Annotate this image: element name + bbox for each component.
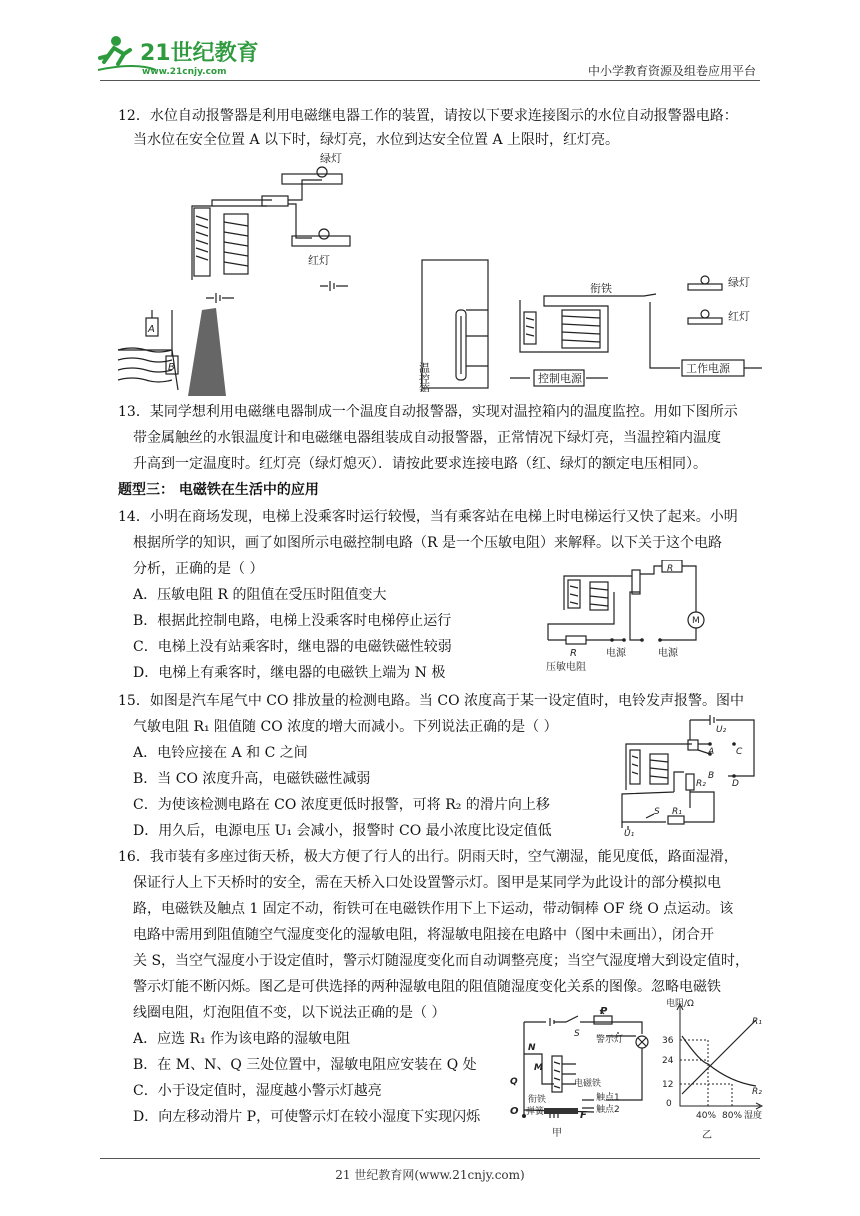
q16-line7: 线圈电阻，灯泡阻值不变，以下说法正确的是（ ） <box>133 1005 446 1021</box>
q16a-q-label: Q <box>510 1077 518 1087</box>
q15-option-c: C．为使该检测电路在 CO 浓度更低时报警，可将 R₂ 的滑片向上移 <box>133 797 550 813</box>
q16b-r2-label: R₂ <box>752 1087 762 1097</box>
q12-line2: 当水位在安全位置 A 以下时，绿灯亮，水位到达安全位置 A 上限时，红灯亮。 <box>133 132 620 148</box>
q16a-n-label: N <box>528 1043 536 1053</box>
q14-option-a: A．压敏电阻 R 的阻值在受压时阻值变大 <box>133 587 387 603</box>
footer-link[interactable]: 21 世纪教育网(www.21cnjy.com) <box>335 1168 525 1182</box>
q12-figure <box>112 150 362 404</box>
header-divider <box>100 80 760 81</box>
q15-s-label: S <box>654 807 660 817</box>
q13-line2: 带金属触丝的水银温度计和电磁继电器组装成自动报警器，正常情况下绿灯亮，当温控箱内温度 <box>133 430 721 446</box>
q14-source1: 电源 <box>606 648 626 659</box>
q16b-xlabel: 湿度 <box>744 1111 763 1121</box>
q12-line1: 12．水位自动报警器是利用电磁继电器工作的装置，请按以下要求连接图示的水位自动报警器电路： <box>118 108 738 124</box>
q14-option-b: B．根据此控制电路，电梯上没乘客时电梯停止运行 <box>133 613 452 629</box>
q16b-y12: 12 <box>662 1080 674 1090</box>
q16-option-a: A．应选 R₁ 作为该电路的湿敏电阻 <box>133 1031 351 1047</box>
q16-line6: 警示灯能不断闪烁。图乙是可供选择的两种湿敏电阻的阻值随湿度变化关系的图像。忽略电磁铁 <box>133 979 721 995</box>
q16-option-c: C．小于设定值时，湿度越小警示灯越亮 <box>133 1083 382 1099</box>
q16a-f-label: F <box>580 1110 587 1121</box>
q16a-coil-label: 电磁铁 <box>574 1079 602 1089</box>
q16-option-b: B．在 M、N、Q 三处位置中，湿敏电阻应安装在 Q 处 <box>133 1057 477 1073</box>
q13-box-label: 温控箱 <box>418 362 431 392</box>
q16a-m-label: M <box>534 1063 543 1073</box>
q16-option-d: D．向左移动滑片 P，可使警示灯在较小湿度下实现闪烁 <box>133 1109 481 1125</box>
q15-option-d: D．用久后，电源电压 U₁ 会减小，报警时 CO 最小浓度比设定值低 <box>133 823 552 839</box>
q16-line5: 关 S，当空气湿度小于设定值时，警示灯随湿度变化而自动调整亮度；当空气湿度增大到设定值时， <box>133 953 750 969</box>
q14-option-d: D．电梯上有乘客时，继电器的电磁铁上端为 N 极 <box>133 665 446 681</box>
q16b-y24: 24 <box>662 1056 674 1066</box>
q16a-o-label: O <box>510 1106 519 1117</box>
site-logo <box>96 32 266 82</box>
q15-r1-label: R₁ <box>672 807 682 817</box>
q16a-contact2: 触点2 <box>596 1105 620 1115</box>
header-platform-name: 中小学教育资源及组卷应用平台 <box>587 64 756 78</box>
q16a-spring: 弹簧 <box>526 1107 545 1117</box>
q16a-caption: 甲 <box>552 1128 562 1139</box>
q16a-s-label: S <box>574 1029 580 1039</box>
q13-line3: 升高到一定温度时。红灯亮（绿灯熄灭）．请按此要求连接电路（红、绿灯的额定电压相同）。 <box>133 456 707 472</box>
q16b-x40: 40% <box>696 1111 717 1121</box>
q12-a-label: A <box>148 324 155 335</box>
q16b-caption: 乙 <box>702 1130 712 1141</box>
q15-r2-label: R₂ <box>696 779 706 789</box>
q16b-ylabel: 电阻/Ω <box>666 999 694 1009</box>
q15-c-label: C <box>736 747 743 757</box>
q16-figure-a <box>504 1004 654 1154</box>
q13-control-source: 控制电源 <box>538 372 582 385</box>
q12-green-label: 绿灯 <box>320 152 342 165</box>
q15-figure <box>614 714 756 842</box>
q14-motor-label: M <box>692 616 700 626</box>
q13-line1: 13．某同学想利用电磁继电器制成一个温度自动报警器，实现对温控箱内的温度监控。用如下图所示 <box>118 404 738 420</box>
q13-red-label: 红灯 <box>728 310 750 323</box>
footer-divider <box>100 1158 760 1159</box>
q13-figure <box>418 256 763 396</box>
q16-line3: 路，电磁铁及触点 1 固定不动，衔铁可在电磁铁作用下上下运动，带动铜棒 OF 绕 O 点运动。该 <box>133 901 734 917</box>
q14-r1-label: R <box>667 564 674 574</box>
q16b-y0: 0 <box>666 1099 672 1109</box>
q14-line3: 分析，正确的是（ ） <box>133 561 264 577</box>
q16b-x80: 80% <box>722 1111 743 1121</box>
q15-option-a: A．电铃应接在 A 和 C 之间 <box>133 745 308 761</box>
q16-line4: 电路中需用到阻值随空气湿度变化的湿敏电阻，将湿敏电阻接在电路中（图中未画出），闭合开 <box>133 927 714 943</box>
q15-u1-label: U₁ <box>624 829 635 838</box>
q13-armature-label: 衔铁 <box>590 282 612 295</box>
q14-r-label: R <box>570 648 577 659</box>
q16a-p-label: P <box>600 1006 608 1017</box>
q16b-y36: 36 <box>662 1036 674 1046</box>
q16a-contact1: 触点1 <box>596 1093 620 1103</box>
q14-line1: 14．小明在商场发现，电梯上没乘客时运行较慢，当有乘客站在电梯上时电梯运行又快了起来。小明 <box>118 509 738 525</box>
q14-pressure-label: 压敏电阻 <box>546 662 586 672</box>
q15-option-b: B．当 CO 浓度升高，电磁铁磁性减弱 <box>133 771 371 787</box>
q16b-r1-label: R₁ <box>752 1017 762 1027</box>
q15-d-label: D <box>732 779 739 789</box>
q15-b-label: B <box>708 771 715 781</box>
q14-source2: 电源 <box>658 648 678 659</box>
q14-line2: 根据所学的知识，画了如图所示电磁控制电路（R 是一个压敏电阻）来解释。以下关于这个电路 <box>133 535 722 551</box>
q12-b-label: B <box>168 362 175 373</box>
q16a-lamp-label: 警示灯 <box>596 1035 624 1045</box>
q16-figure-b <box>652 998 764 1152</box>
logo-text: 21世纪教育 <box>140 41 259 66</box>
q15-u2-label: U₂ <box>716 725 727 735</box>
q16-line1: 16．我市装有多座过街天桥，极大方便了行人的出行。阴雨天时，空气潮湿，能见度低，路面湿滑， <box>118 849 738 865</box>
q13-green-label: 绿灯 <box>728 276 750 289</box>
q14-figure <box>542 560 724 676</box>
q13-work-source: 工作电源 <box>686 362 730 375</box>
section-title: 题型三： 电磁铁在生活中的应用 <box>118 482 319 498</box>
q15-a-label: A <box>708 747 715 757</box>
q16a-armature: 衔铁 <box>528 1095 547 1105</box>
q15-line1: 15．如图是汽车尾气中 CO 排放量的检测电路。当 CO 浓度高于某一设定值时，电铃发声报警。图中 <box>118 693 744 709</box>
q15-line2: 气敏电阻 R₁ 阻值随 CO 浓度的增大而减小。下列说法正确的是（ ） <box>133 719 558 735</box>
q14-option-c: C．电梯上没有站乘客时，继电器的电磁铁磁性较弱 <box>133 639 452 655</box>
q16-line2: 保证行人上下天桥时的安全，需在天桥入口处设置警示灯。图甲是某同学为此设计的部分模拟电 <box>133 875 721 891</box>
q12-red-label: 红灯 <box>308 254 330 267</box>
logo-url: www.21cnjy.com <box>142 67 227 77</box>
